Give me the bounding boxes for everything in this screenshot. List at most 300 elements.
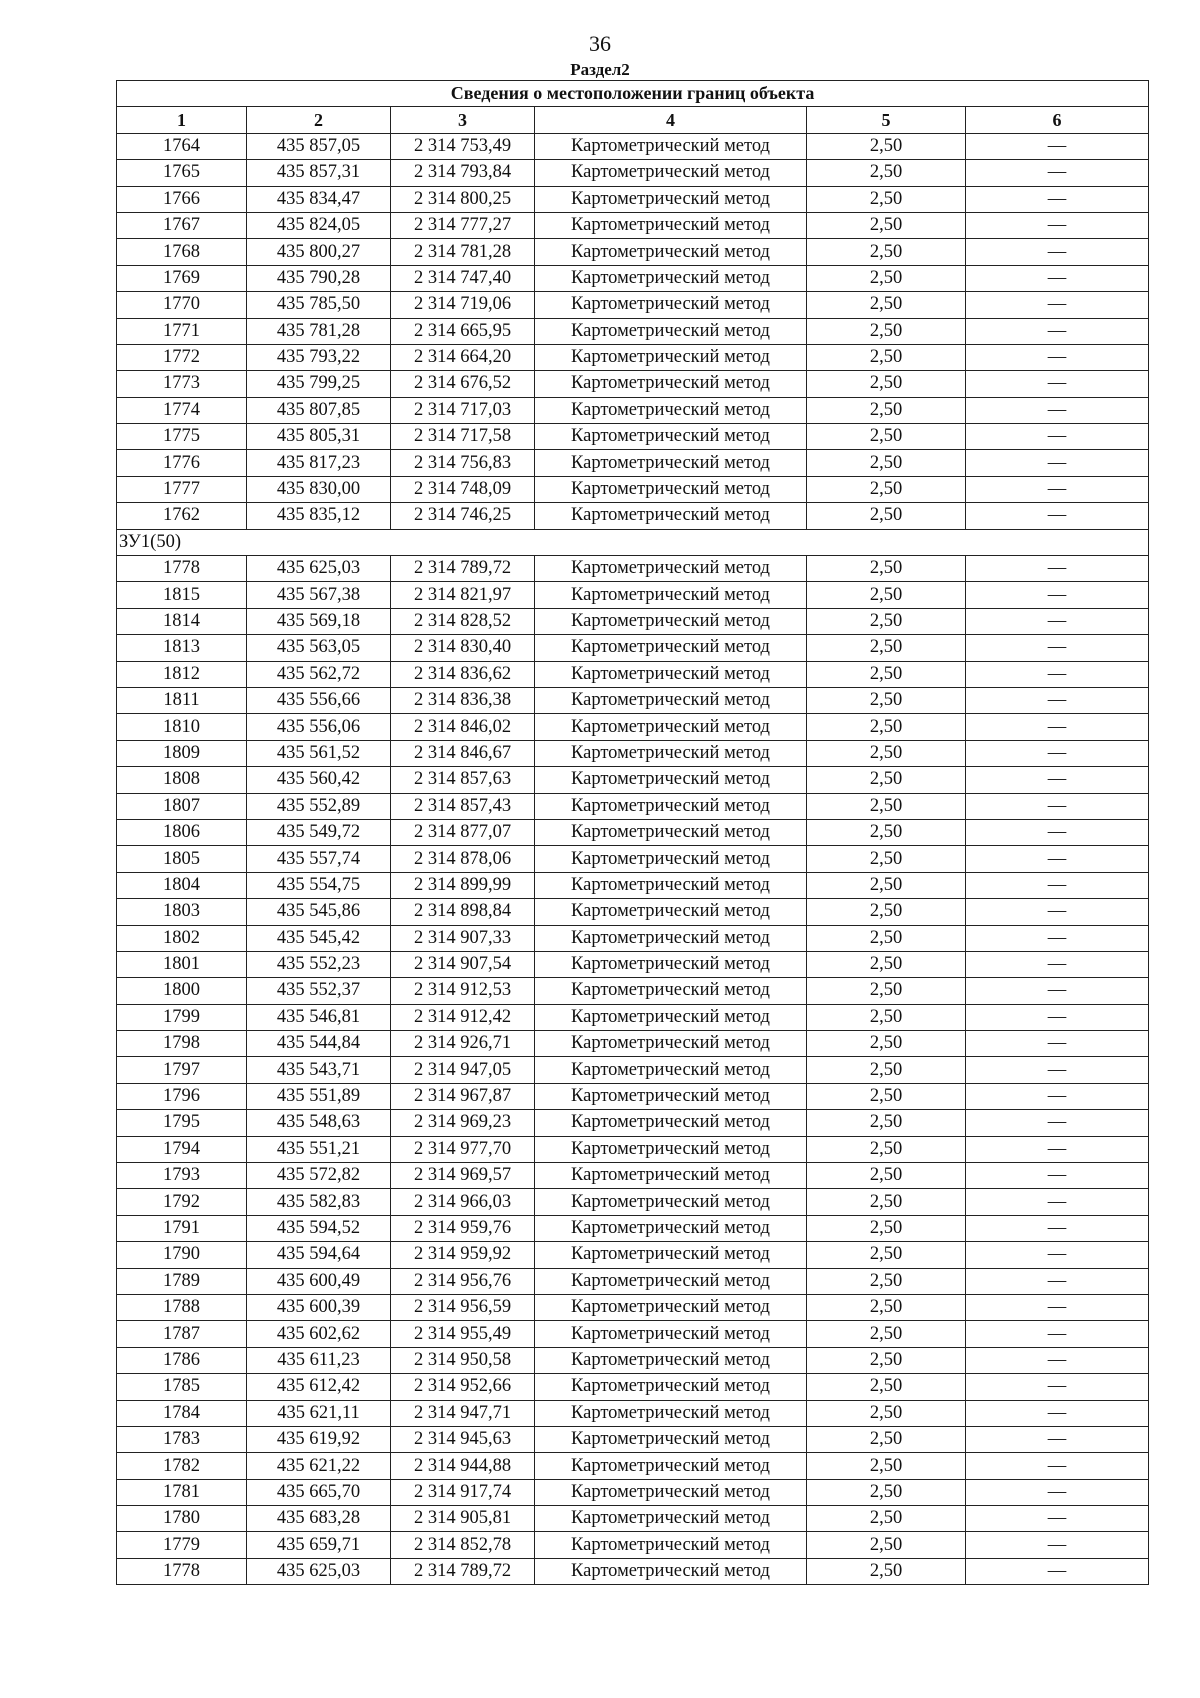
method-cell: Картометрический метод bbox=[535, 951, 807, 977]
method-cell: Картометрический метод bbox=[535, 344, 807, 370]
coordinate-y-cell: 2 314 945,63 bbox=[391, 1426, 535, 1452]
point-number-cell: 1762 bbox=[117, 503, 247, 529]
method-cell: Картометрический метод bbox=[535, 714, 807, 740]
description-cell: — bbox=[966, 819, 1149, 845]
description-cell: — bbox=[966, 899, 1149, 925]
point-number-cell: 1776 bbox=[117, 450, 247, 476]
coordinate-y-cell: 2 314 747,40 bbox=[391, 265, 535, 291]
point-number-cell: 1772 bbox=[117, 344, 247, 370]
table-row bbox=[117, 925, 1149, 951]
description-cell: — bbox=[966, 1163, 1149, 1189]
coordinate-y-cell: 2 314 789,72 bbox=[391, 1558, 535, 1584]
accuracy-cell: 2,50 bbox=[807, 1083, 966, 1109]
accuracy-cell: 2,50 bbox=[807, 714, 966, 740]
point-number-cell: 1811 bbox=[117, 687, 247, 713]
coordinate-x-cell: 435 552,37 bbox=[247, 978, 391, 1004]
coordinate-y-cell: 2 314 793,84 bbox=[391, 160, 535, 186]
point-number-cell: 1799 bbox=[117, 1004, 247, 1030]
table-row bbox=[117, 582, 1149, 608]
description-cell: — bbox=[966, 1347, 1149, 1373]
coordinate-x-cell: 435 563,05 bbox=[247, 635, 391, 661]
accuracy-cell: 2,50 bbox=[807, 1294, 966, 1320]
description-cell: — bbox=[966, 1215, 1149, 1241]
table-row bbox=[117, 371, 1149, 397]
method-cell: Картометрический метод bbox=[535, 476, 807, 502]
coordinate-x-cell: 435 552,89 bbox=[247, 793, 391, 819]
coordinate-y-cell: 2 314 717,58 bbox=[391, 424, 535, 450]
table-row bbox=[117, 1215, 1149, 1241]
description-cell: — bbox=[966, 925, 1149, 951]
coordinate-x-cell: 435 551,89 bbox=[247, 1083, 391, 1109]
table-row bbox=[117, 1268, 1149, 1294]
point-number-cell: 1784 bbox=[117, 1400, 247, 1426]
coordinate-y-cell: 2 314 777,27 bbox=[391, 212, 535, 238]
accuracy-cell: 2,50 bbox=[807, 160, 966, 186]
coordinate-y-cell: 2 314 821,97 bbox=[391, 582, 535, 608]
description-cell: — bbox=[966, 476, 1149, 502]
method-cell: Картометрический метод bbox=[535, 1215, 807, 1241]
coordinate-y-cell: 2 314 748,09 bbox=[391, 476, 535, 502]
table-row bbox=[117, 714, 1149, 740]
table-row bbox=[117, 1110, 1149, 1136]
method-cell: Картометрический метод bbox=[535, 1083, 807, 1109]
method-cell: Картометрический метод bbox=[535, 424, 807, 450]
description-cell: — bbox=[966, 397, 1149, 423]
method-cell: Картометрический метод bbox=[535, 767, 807, 793]
method-cell: Картометрический метод bbox=[535, 846, 807, 872]
description-cell: — bbox=[966, 687, 1149, 713]
group-label-row bbox=[117, 529, 1149, 555]
coordinate-y-cell: 2 314 836,62 bbox=[391, 661, 535, 687]
point-number-cell: 1770 bbox=[117, 292, 247, 318]
point-number-cell: 1777 bbox=[117, 476, 247, 502]
description-cell: — bbox=[966, 1189, 1149, 1215]
table-row bbox=[117, 239, 1149, 265]
method-cell: Картометрический метод bbox=[535, 1163, 807, 1189]
accuracy-cell: 2,50 bbox=[807, 1163, 966, 1189]
coordinate-x-cell: 435 557,74 bbox=[247, 846, 391, 872]
coordinate-x-cell: 435 799,25 bbox=[247, 371, 391, 397]
coordinate-x-cell: 435 546,81 bbox=[247, 1004, 391, 1030]
coordinate-x-cell: 435 594,64 bbox=[247, 1242, 391, 1268]
point-number-cell: 1802 bbox=[117, 925, 247, 951]
coordinate-x-cell: 435 857,05 bbox=[247, 133, 391, 159]
description-cell: — bbox=[966, 1453, 1149, 1479]
coordinates-table bbox=[116, 80, 1149, 1585]
coordinate-y-cell: 2 314 719,06 bbox=[391, 292, 535, 318]
coordinate-y-cell: 2 314 912,53 bbox=[391, 978, 535, 1004]
accuracy-cell: 2,50 bbox=[807, 1374, 966, 1400]
coordinate-x-cell: 435 600,49 bbox=[247, 1268, 391, 1294]
group-label: ЗУ1(50) bbox=[117, 529, 1149, 555]
coordinate-y-cell: 2 314 952,66 bbox=[391, 1374, 535, 1400]
table-row bbox=[117, 1321, 1149, 1347]
coordinate-x-cell: 435 548,63 bbox=[247, 1110, 391, 1136]
coordinate-x-cell: 435 544,84 bbox=[247, 1031, 391, 1057]
point-number-cell: 1803 bbox=[117, 899, 247, 925]
coordinate-y-cell: 2 314 789,72 bbox=[391, 556, 535, 582]
method-cell: Картометрический метод bbox=[535, 1453, 807, 1479]
coordinate-x-cell: 435 830,00 bbox=[247, 476, 391, 502]
accuracy-cell: 2,50 bbox=[807, 1110, 966, 1136]
coordinate-y-cell: 2 314 907,33 bbox=[391, 925, 535, 951]
accuracy-cell: 2,50 bbox=[807, 740, 966, 766]
accuracy-cell: 2,50 bbox=[807, 133, 966, 159]
point-number-cell: 1794 bbox=[117, 1136, 247, 1162]
table-row bbox=[117, 661, 1149, 687]
coordinate-y-cell: 2 314 781,28 bbox=[391, 239, 535, 265]
accuracy-cell: 2,50 bbox=[807, 1136, 966, 1162]
point-number-cell: 1785 bbox=[117, 1374, 247, 1400]
coordinate-x-cell: 435 572,82 bbox=[247, 1163, 391, 1189]
coordinate-y-cell: 2 314 898,84 bbox=[391, 899, 535, 925]
description-cell: — bbox=[966, 450, 1149, 476]
accuracy-cell: 2,50 bbox=[807, 1532, 966, 1558]
coordinate-x-cell: 435 800,27 bbox=[247, 239, 391, 265]
description-cell: — bbox=[966, 212, 1149, 238]
point-number-cell: 1781 bbox=[117, 1479, 247, 1505]
description-cell: — bbox=[966, 582, 1149, 608]
accuracy-cell: 2,50 bbox=[807, 1506, 966, 1532]
description-cell: — bbox=[966, 661, 1149, 687]
point-number-cell: 1764 bbox=[117, 133, 247, 159]
column-header: 3 bbox=[391, 107, 535, 133]
coordinate-x-cell: 435 554,75 bbox=[247, 872, 391, 898]
table-row bbox=[117, 344, 1149, 370]
table-row bbox=[117, 793, 1149, 819]
table-row bbox=[117, 1426, 1149, 1452]
coordinate-x-cell: 435 594,52 bbox=[247, 1215, 391, 1241]
accuracy-cell: 2,50 bbox=[807, 450, 966, 476]
table-row bbox=[117, 1057, 1149, 1083]
point-number-cell: 1814 bbox=[117, 608, 247, 634]
point-number-cell: 1769 bbox=[117, 265, 247, 291]
accuracy-cell: 2,50 bbox=[807, 1268, 966, 1294]
table-row bbox=[117, 292, 1149, 318]
coordinate-y-cell: 2 314 969,57 bbox=[391, 1163, 535, 1189]
table-row bbox=[117, 318, 1149, 344]
method-cell: Картометрический метод bbox=[535, 371, 807, 397]
accuracy-cell: 2,50 bbox=[807, 318, 966, 344]
table-row bbox=[117, 767, 1149, 793]
table-row bbox=[117, 819, 1149, 845]
table-head bbox=[117, 81, 1149, 134]
coordinate-y-cell: 2 314 828,52 bbox=[391, 608, 535, 634]
table-row bbox=[117, 1453, 1149, 1479]
accuracy-cell: 2,50 bbox=[807, 793, 966, 819]
description-cell: — bbox=[966, 1031, 1149, 1057]
accuracy-cell: 2,50 bbox=[807, 1057, 966, 1083]
description-cell: — bbox=[966, 1506, 1149, 1532]
description-cell: — bbox=[966, 344, 1149, 370]
coordinate-x-cell: 435 817,23 bbox=[247, 450, 391, 476]
coordinate-x-cell: 435 807,85 bbox=[247, 397, 391, 423]
coordinate-x-cell: 435 561,52 bbox=[247, 740, 391, 766]
method-cell: Картометрический метод bbox=[535, 133, 807, 159]
accuracy-cell: 2,50 bbox=[807, 1558, 966, 1584]
point-number-cell: 1804 bbox=[117, 872, 247, 898]
accuracy-cell: 2,50 bbox=[807, 899, 966, 925]
coordinate-y-cell: 2 314 857,43 bbox=[391, 793, 535, 819]
point-number-cell: 1812 bbox=[117, 661, 247, 687]
table-row bbox=[117, 635, 1149, 661]
point-number-cell: 1782 bbox=[117, 1453, 247, 1479]
point-number-cell: 1786 bbox=[117, 1347, 247, 1373]
accuracy-cell: 2,50 bbox=[807, 1321, 966, 1347]
description-cell: — bbox=[966, 846, 1149, 872]
method-cell: Картометрический метод bbox=[535, 186, 807, 212]
coordinate-x-cell: 435 545,42 bbox=[247, 925, 391, 951]
coordinate-x-cell: 435 556,66 bbox=[247, 687, 391, 713]
description-cell: — bbox=[966, 767, 1149, 793]
table-row bbox=[117, 1136, 1149, 1162]
column-header: 6 bbox=[966, 107, 1149, 133]
method-cell: Картометрический метод bbox=[535, 1268, 807, 1294]
accuracy-cell: 2,50 bbox=[807, 608, 966, 634]
method-cell: Картометрический метод bbox=[535, 265, 807, 291]
coordinate-x-cell: 435 781,28 bbox=[247, 318, 391, 344]
table-row bbox=[117, 951, 1149, 977]
accuracy-cell: 2,50 bbox=[807, 1242, 966, 1268]
point-number-cell: 1797 bbox=[117, 1057, 247, 1083]
coordinate-x-cell: 435 785,50 bbox=[247, 292, 391, 318]
description-cell: — bbox=[966, 160, 1149, 186]
coordinate-x-cell: 435 562,72 bbox=[247, 661, 391, 687]
description-cell: — bbox=[966, 265, 1149, 291]
table-row bbox=[117, 1479, 1149, 1505]
method-cell: Картометрический метод bbox=[535, 1479, 807, 1505]
coordinate-y-cell: 2 314 956,76 bbox=[391, 1268, 535, 1294]
description-cell: — bbox=[966, 1136, 1149, 1162]
column-number-row bbox=[117, 107, 1149, 133]
column-header: 2 bbox=[247, 107, 391, 133]
coordinate-y-cell: 2 314 912,42 bbox=[391, 1004, 535, 1030]
accuracy-cell: 2,50 bbox=[807, 1426, 966, 1452]
table-caption: Сведения о местоположении границ объекта bbox=[117, 81, 1149, 107]
point-number-cell: 1796 bbox=[117, 1083, 247, 1109]
method-cell: Картометрический метод bbox=[535, 1242, 807, 1268]
description-cell: — bbox=[966, 1083, 1149, 1109]
table-row bbox=[117, 1242, 1149, 1268]
point-number-cell: 1806 bbox=[117, 819, 247, 845]
method-cell: Картометрический метод bbox=[535, 1294, 807, 1320]
coordinate-y-cell: 2 314 944,88 bbox=[391, 1453, 535, 1479]
coordinate-y-cell: 2 314 956,59 bbox=[391, 1294, 535, 1320]
table-row bbox=[117, 1294, 1149, 1320]
accuracy-cell: 2,50 bbox=[807, 1453, 966, 1479]
coordinate-y-cell: 2 314 905,81 bbox=[391, 1506, 535, 1532]
coordinate-x-cell: 435 857,31 bbox=[247, 160, 391, 186]
table-row bbox=[117, 846, 1149, 872]
table-row bbox=[117, 1189, 1149, 1215]
coordinate-x-cell: 435 543,71 bbox=[247, 1057, 391, 1083]
coordinate-x-cell: 435 569,18 bbox=[247, 608, 391, 634]
description-cell: — bbox=[966, 186, 1149, 212]
table-row bbox=[117, 1506, 1149, 1532]
table-row bbox=[117, 160, 1149, 186]
accuracy-cell: 2,50 bbox=[807, 476, 966, 502]
accuracy-cell: 2,50 bbox=[807, 344, 966, 370]
table-row bbox=[117, 503, 1149, 529]
accuracy-cell: 2,50 bbox=[807, 951, 966, 977]
description-cell: — bbox=[966, 503, 1149, 529]
point-number-cell: 1778 bbox=[117, 1558, 247, 1584]
method-cell: Картометрический метод bbox=[535, 608, 807, 634]
description-cell: — bbox=[966, 1004, 1149, 1030]
description-cell: — bbox=[966, 1321, 1149, 1347]
column-header: 5 bbox=[807, 107, 966, 133]
description-cell: — bbox=[966, 133, 1149, 159]
accuracy-cell: 2,50 bbox=[807, 582, 966, 608]
accuracy-cell: 2,50 bbox=[807, 1215, 966, 1241]
accuracy-cell: 2,50 bbox=[807, 1004, 966, 1030]
coordinate-y-cell: 2 314 852,78 bbox=[391, 1532, 535, 1558]
coordinate-x-cell: 435 556,06 bbox=[247, 714, 391, 740]
accuracy-cell: 2,50 bbox=[807, 925, 966, 951]
table-row bbox=[117, 608, 1149, 634]
point-number-cell: 1779 bbox=[117, 1532, 247, 1558]
point-number-cell: 1805 bbox=[117, 846, 247, 872]
table-row bbox=[117, 476, 1149, 502]
coordinate-y-cell: 2 314 676,52 bbox=[391, 371, 535, 397]
point-number-cell: 1783 bbox=[117, 1426, 247, 1452]
point-number-cell: 1767 bbox=[117, 212, 247, 238]
description-cell: — bbox=[966, 740, 1149, 766]
table-row bbox=[117, 1004, 1149, 1030]
description-cell: — bbox=[966, 1426, 1149, 1452]
coordinate-x-cell: 435 659,71 bbox=[247, 1532, 391, 1558]
method-cell: Картометрический метод bbox=[535, 239, 807, 265]
point-number-cell: 1780 bbox=[117, 1506, 247, 1532]
coordinate-x-cell: 435 805,31 bbox=[247, 424, 391, 450]
method-cell: Картометрический метод bbox=[535, 450, 807, 476]
point-number-cell: 1801 bbox=[117, 951, 247, 977]
point-number-cell: 1791 bbox=[117, 1215, 247, 1241]
table-row bbox=[117, 872, 1149, 898]
point-number-cell: 1798 bbox=[117, 1031, 247, 1057]
coordinate-x-cell: 435 560,42 bbox=[247, 767, 391, 793]
table-row bbox=[117, 1083, 1149, 1109]
accuracy-cell: 2,50 bbox=[807, 1400, 966, 1426]
coordinate-y-cell: 2 314 857,63 bbox=[391, 767, 535, 793]
table-row bbox=[117, 899, 1149, 925]
coordinate-y-cell: 2 314 947,05 bbox=[391, 1057, 535, 1083]
table-row bbox=[117, 450, 1149, 476]
accuracy-cell: 2,50 bbox=[807, 186, 966, 212]
accuracy-cell: 2,50 bbox=[807, 661, 966, 687]
method-cell: Картометрический метод bbox=[535, 1136, 807, 1162]
coordinate-x-cell: 435 552,23 bbox=[247, 951, 391, 977]
coordinate-x-cell: 435 621,11 bbox=[247, 1400, 391, 1426]
coordinate-x-cell: 435 835,12 bbox=[247, 503, 391, 529]
point-number-cell: 1808 bbox=[117, 767, 247, 793]
description-cell: — bbox=[966, 371, 1149, 397]
coordinate-x-cell: 435 611,23 bbox=[247, 1347, 391, 1373]
method-cell: Картометрический метод bbox=[535, 1558, 807, 1584]
table-row bbox=[117, 1347, 1149, 1373]
description-cell: — bbox=[966, 951, 1149, 977]
coordinate-x-cell: 435 665,70 bbox=[247, 1479, 391, 1505]
accuracy-cell: 2,50 bbox=[807, 239, 966, 265]
method-cell: Картометрический метод bbox=[535, 212, 807, 238]
coordinate-y-cell: 2 314 830,40 bbox=[391, 635, 535, 661]
accuracy-cell: 2,50 bbox=[807, 1479, 966, 1505]
coordinate-y-cell: 2 314 959,76 bbox=[391, 1215, 535, 1241]
method-cell: Картометрический метод bbox=[535, 687, 807, 713]
method-cell: Картометрический метод bbox=[535, 1400, 807, 1426]
coordinate-y-cell: 2 314 967,87 bbox=[391, 1083, 535, 1109]
coordinate-y-cell: 2 314 836,38 bbox=[391, 687, 535, 713]
point-number-cell: 1790 bbox=[117, 1242, 247, 1268]
coordinate-x-cell: 435 621,22 bbox=[247, 1453, 391, 1479]
point-number-cell: 1765 bbox=[117, 160, 247, 186]
method-cell: Картометрический метод bbox=[535, 1506, 807, 1532]
table-row bbox=[117, 133, 1149, 159]
point-number-cell: 1809 bbox=[117, 740, 247, 766]
point-number-cell: 1778 bbox=[117, 556, 247, 582]
method-cell: Картометрический метод bbox=[535, 1321, 807, 1347]
accuracy-cell: 2,50 bbox=[807, 872, 966, 898]
description-cell: — bbox=[966, 1057, 1149, 1083]
description-cell: — bbox=[966, 1110, 1149, 1136]
accuracy-cell: 2,50 bbox=[807, 819, 966, 845]
method-cell: Картометрический метод bbox=[535, 635, 807, 661]
method-cell: Картометрический метод bbox=[535, 793, 807, 819]
coordinate-x-cell: 435 793,22 bbox=[247, 344, 391, 370]
table-row bbox=[117, 1400, 1149, 1426]
table-row bbox=[117, 687, 1149, 713]
point-number-cell: 1815 bbox=[117, 582, 247, 608]
description-cell: — bbox=[966, 714, 1149, 740]
coordinate-y-cell: 2 314 717,03 bbox=[391, 397, 535, 423]
coordinate-y-cell: 2 314 950,58 bbox=[391, 1347, 535, 1373]
coordinate-x-cell: 435 549,72 bbox=[247, 819, 391, 845]
coordinate-x-cell: 435 790,28 bbox=[247, 265, 391, 291]
method-cell: Картометрический метод bbox=[535, 819, 807, 845]
table-row bbox=[117, 265, 1149, 291]
accuracy-cell: 2,50 bbox=[807, 265, 966, 291]
method-cell: Картометрический метод bbox=[535, 1374, 807, 1400]
table-caption-row bbox=[117, 81, 1149, 107]
accuracy-cell: 2,50 bbox=[807, 687, 966, 713]
coordinate-y-cell: 2 314 947,71 bbox=[391, 1400, 535, 1426]
point-number-cell: 1771 bbox=[117, 318, 247, 344]
table-row bbox=[117, 1374, 1149, 1400]
description-cell: — bbox=[966, 635, 1149, 661]
coordinate-y-cell: 2 314 917,74 bbox=[391, 1479, 535, 1505]
coordinate-x-cell: 435 567,38 bbox=[247, 582, 391, 608]
coordinate-y-cell: 2 314 907,54 bbox=[391, 951, 535, 977]
point-number-cell: 1810 bbox=[117, 714, 247, 740]
coordinate-x-cell: 435 625,03 bbox=[247, 556, 391, 582]
coordinate-y-cell: 2 314 756,83 bbox=[391, 450, 535, 476]
point-number-cell: 1787 bbox=[117, 1321, 247, 1347]
coordinate-x-cell: 435 683,28 bbox=[247, 1506, 391, 1532]
accuracy-cell: 2,50 bbox=[807, 397, 966, 423]
coordinate-y-cell: 2 314 746,25 bbox=[391, 503, 535, 529]
method-cell: Картометрический метод bbox=[535, 160, 807, 186]
group-header bbox=[117, 529, 1149, 555]
table-body-group bbox=[117, 556, 1149, 1585]
accuracy-cell: 2,50 bbox=[807, 846, 966, 872]
section-title: Раздел2 bbox=[570, 60, 630, 79]
method-cell: Картометрический метод bbox=[535, 1532, 807, 1558]
description-cell: — bbox=[966, 1268, 1149, 1294]
method-cell: Картометрический метод bbox=[535, 978, 807, 1004]
coordinate-y-cell: 2 314 955,49 bbox=[391, 1321, 535, 1347]
coordinate-y-cell: 2 314 664,20 bbox=[391, 344, 535, 370]
accuracy-cell: 2,50 bbox=[807, 292, 966, 318]
